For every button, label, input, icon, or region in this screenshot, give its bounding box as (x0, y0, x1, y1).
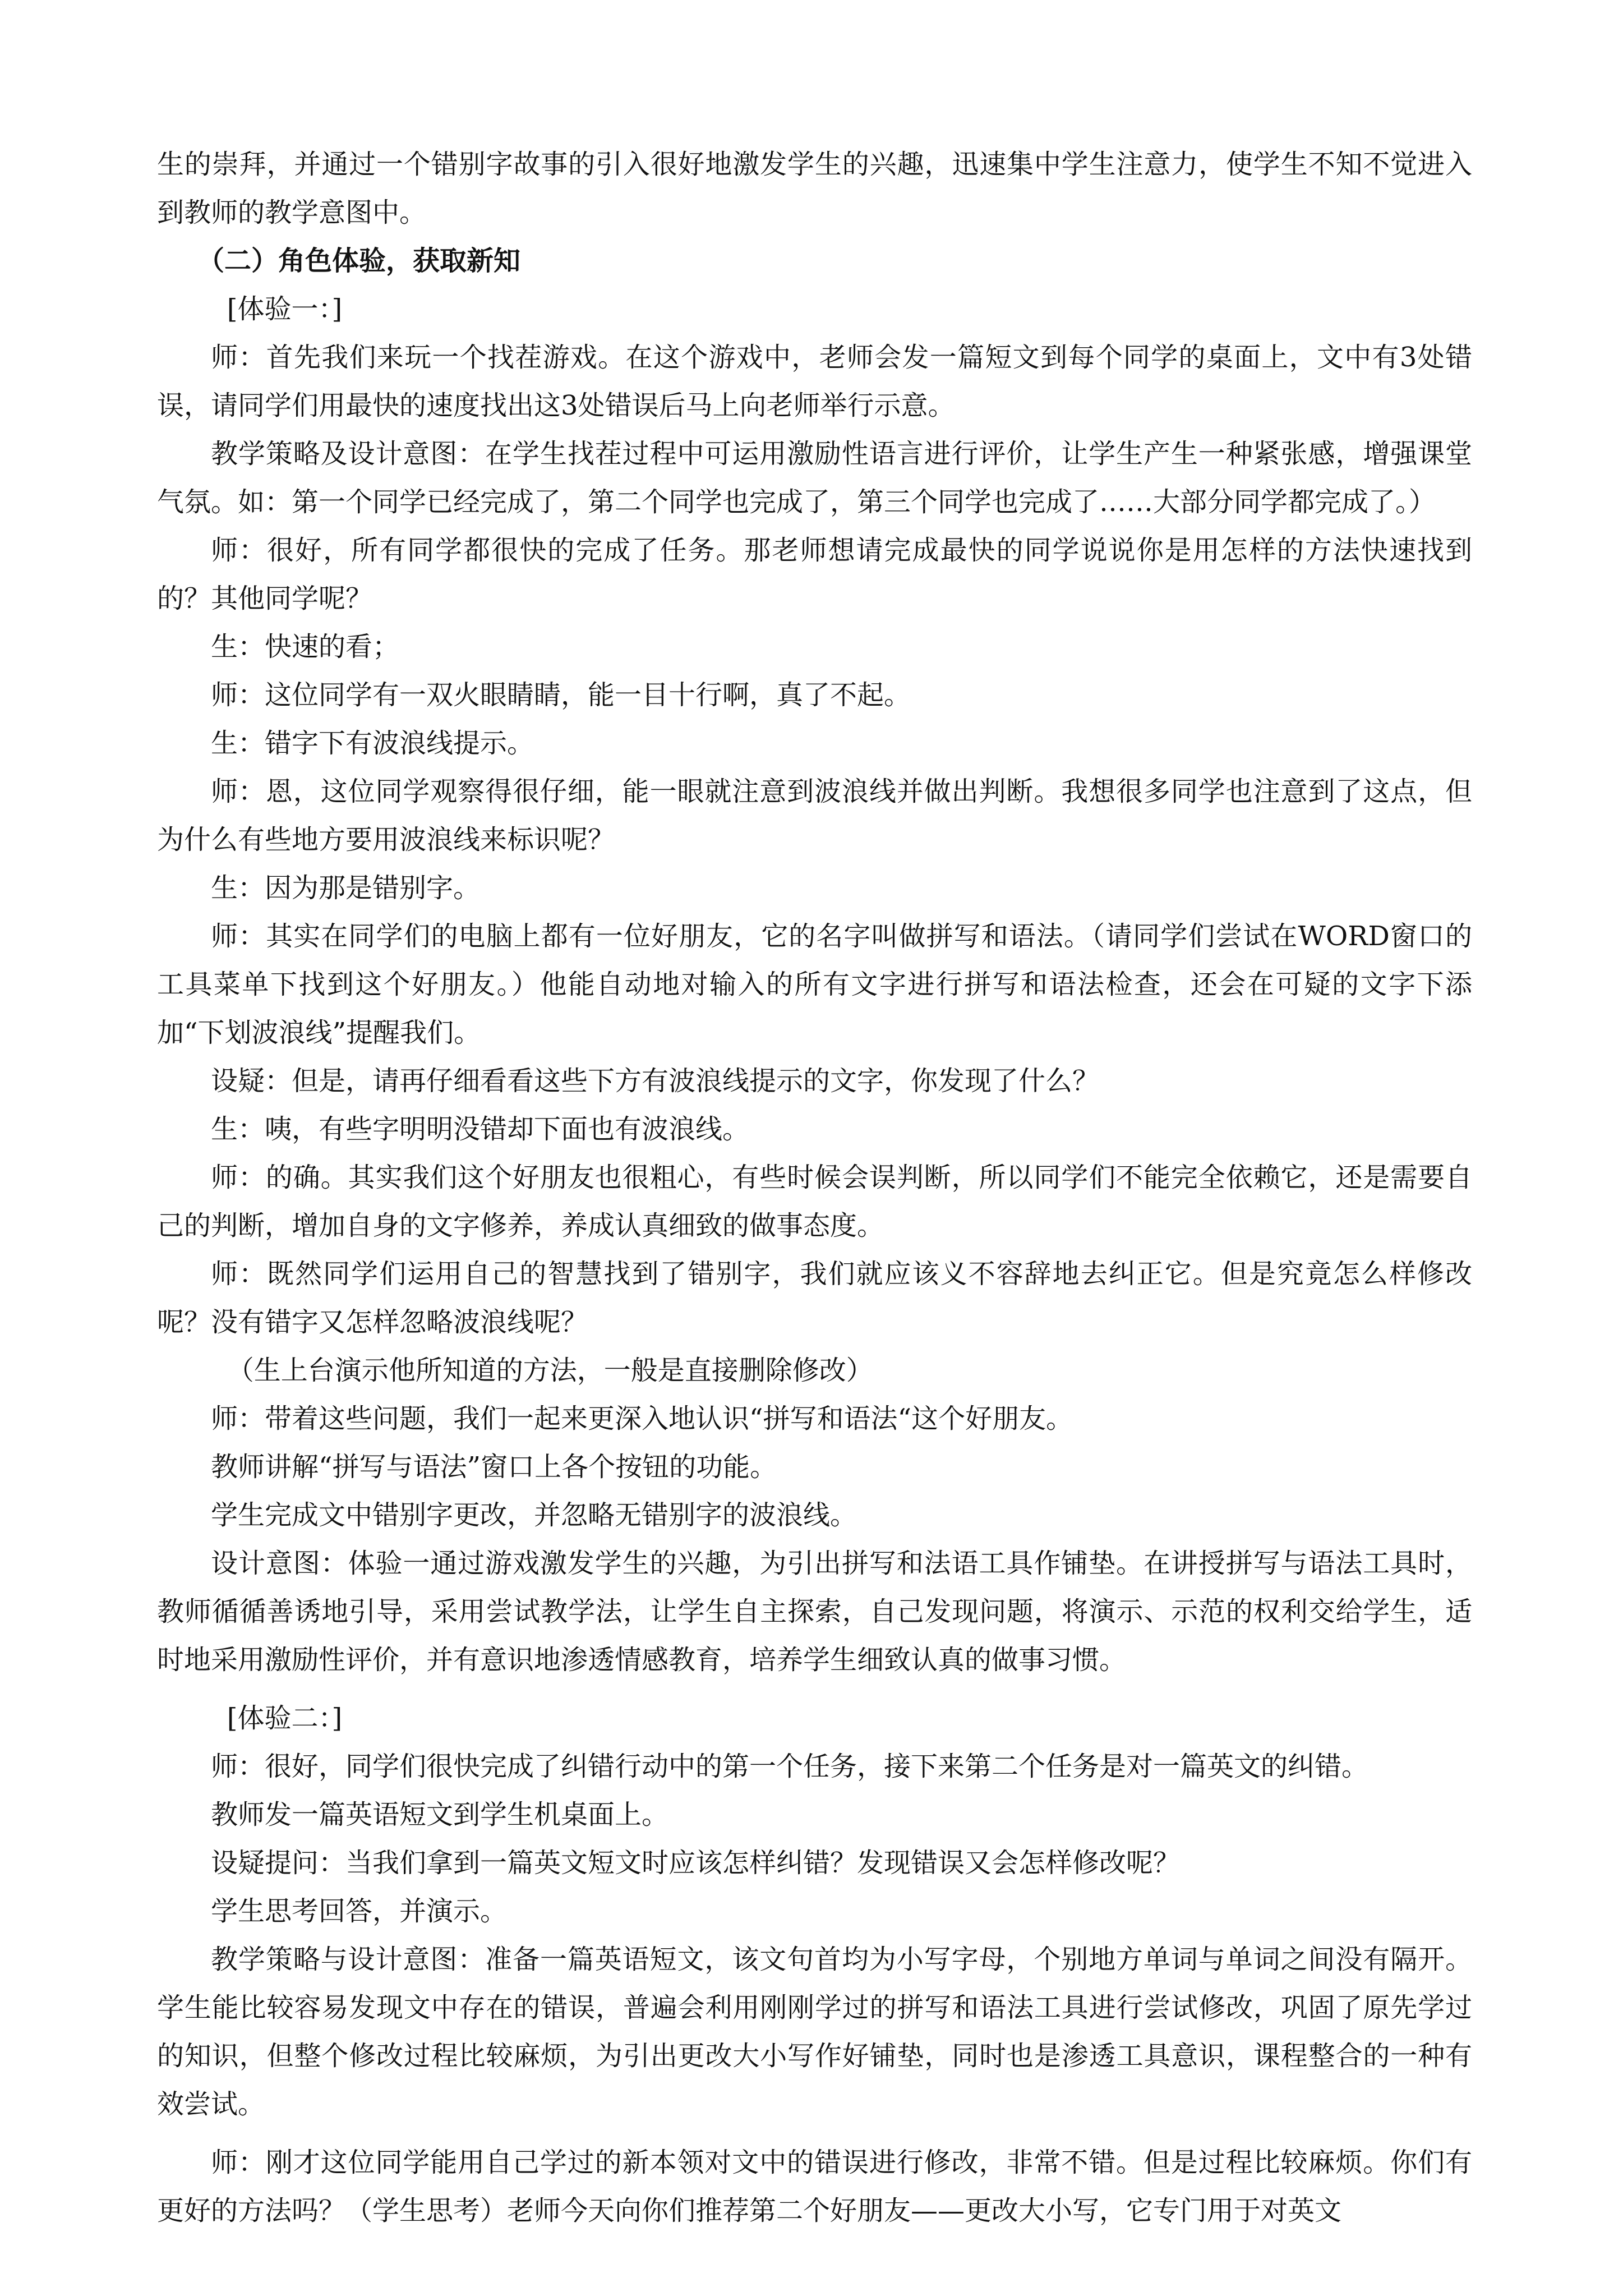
paragraph: 师：其实在同学们的电脑上都有一位好朋友，它的名字叫做拼写和语法。（请同学们尝试在WORD窗口的工具菜单下找到这个好朋友。）他能自动地对输入的所有文字进行拼写和语法检查，还会在可疑的文字下添加“下划波浪线”提醒我们。 (157, 921, 1472, 1048)
stage-note: （生上台演示他所知道的方法，一般是直接删除修改） (227, 1355, 873, 1386)
paragraph: 教学策略及设计意图：在学生找茬过程中可运用激励性语言进行评价，让学生产生一种紧张感，增强课堂气氛。如：第一个同学已经完成了，第二个同学也完成了，第三个同学也完成了……大部分同学都完成了。） (157, 438, 1472, 518)
document-page (157, 140, 1472, 2235)
paragraph: 生：快速的看； (211, 631, 400, 662)
paragraph: 设疑：但是，请再仔细看看这些下方有波浪线提示的文字，你发现了什么？ (211, 1065, 1100, 1097)
paragraph: 师：恩，这位同学观察得很仔细，能一眼就注意到波浪线并做出判断。我想很多同学也注意到了这点，但为什么有些地方要用波浪线来标识呢？ (157, 776, 1472, 855)
paragraph: 师：很好，所有同学都很快的完成了任务。那老师想请完成最快的同学说说你是用怎样的方法快速找到的？其他同学呢？ (157, 535, 1472, 614)
paragraph: 师：首先我们来玩一个找茬游戏。在这个游戏中，老师会发一篇短文到每个同学的桌面上，文中有3处错误，请同学们用最快的速度找出这3处错误后马上向老师举行示意。 (157, 342, 1472, 421)
paragraph: 学生完成文中错别字更改，并忽略无错别字的波浪线。 (211, 1499, 857, 1531)
paragraph: 师：很好，同学们很快完成了纠错行动中的第一个任务，接下来第二个任务是对一篇英文的纠错。 (211, 1751, 1369, 1782)
paragraph: 生：咦，有些字明明没错却下面也有波浪线。 (211, 1114, 750, 1145)
paragraph: 师：刚才这位同学能用自己学过的新本领对文中的错误进行修改，非常不错。但是过程比较麻烦。你们有更好的方法吗？（学生思考）老师今天向你们推荐第二个好朋友——更改大小写，它专门用于对英文 (157, 2147, 1472, 2226)
paragraph-continuation: 生的崇拜，并通过一个错别字故事的引入很好地激发学生的兴趣，迅速集中学生注意力，使学生不知不觉进入到教师的教学意图中。 (157, 149, 1472, 228)
paragraph: 生：错字下有波浪线提示。 (211, 728, 534, 759)
experience-label: [体验一：] (227, 293, 343, 325)
paragraph: 设计意图：体验一通过游戏激发学生的兴趣，为引出拼写和法语工具作铺垫。在讲授拼写与语法工具时，教师循循善诱地引导，采用尝试教学法，让学生自主探索，自己发现问题，将演示、示范的权利交给学生，适时地采用激励性评价，并有意识地渗透情感教育，培养学生细致认真的做事习惯。 (157, 1548, 1472, 1676)
paragraph: 学生思考回答，并演示。 (211, 1895, 508, 1927)
section-heading: （二）角色体验，获取新知 (197, 245, 521, 277)
paragraph: 师：这位同学有一双火眼睛睛，能一目十行啊，真了不起。 (211, 679, 911, 711)
paragraph: 教师发一篇英语短文到学生机桌面上。 (211, 1799, 669, 1830)
paragraph: 教师讲解“拼写与语法”窗口上各个按钮的功能。 (211, 1451, 777, 1483)
paragraph: 师：带着这些问题，我们一起来更深入地认识“拼写和语法“这个好朋友。 (211, 1403, 1073, 1434)
paragraph: 设疑提问：当我们拿到一篇英文短文时应该怎样纠错？发现错误又会怎样修改呢？ (211, 1847, 1181, 1879)
paragraph: 生：因为那是错别字。 (211, 872, 481, 904)
experience-label: [体验二：] (227, 1703, 343, 1734)
paragraph: 教学策略与设计意图：准备一篇英语短文，该文句首均为小写字母，个别地方单词与单词之间没有隔开。学生能比较容易发现文中存在的错误，普遍会利用刚刚学过的拼写和语法工具进行尝试修改，巩固了原先学过的知识，但整个修改过程比较麻烦，为引出更改大小写作好铺垫，同时也是渗透工具意识，课程整合的一种有效尝试。 (157, 1944, 1472, 2120)
paragraph: 师：既然同学们运用自己的智慧找到了错别字，我们就应该义不容辞地去纠正它。但是究竟怎么样修改呢？没有错字又怎样忽略波浪线呢？ (157, 1258, 1472, 1338)
paragraph: 师：的确。其实我们这个好朋友也很粗心，有些时候会误判断，所以同学们不能完全依赖它，还是需要自己的判断，增加自身的文字修养，养成认真细致的做事态度。 (157, 1162, 1472, 1241)
